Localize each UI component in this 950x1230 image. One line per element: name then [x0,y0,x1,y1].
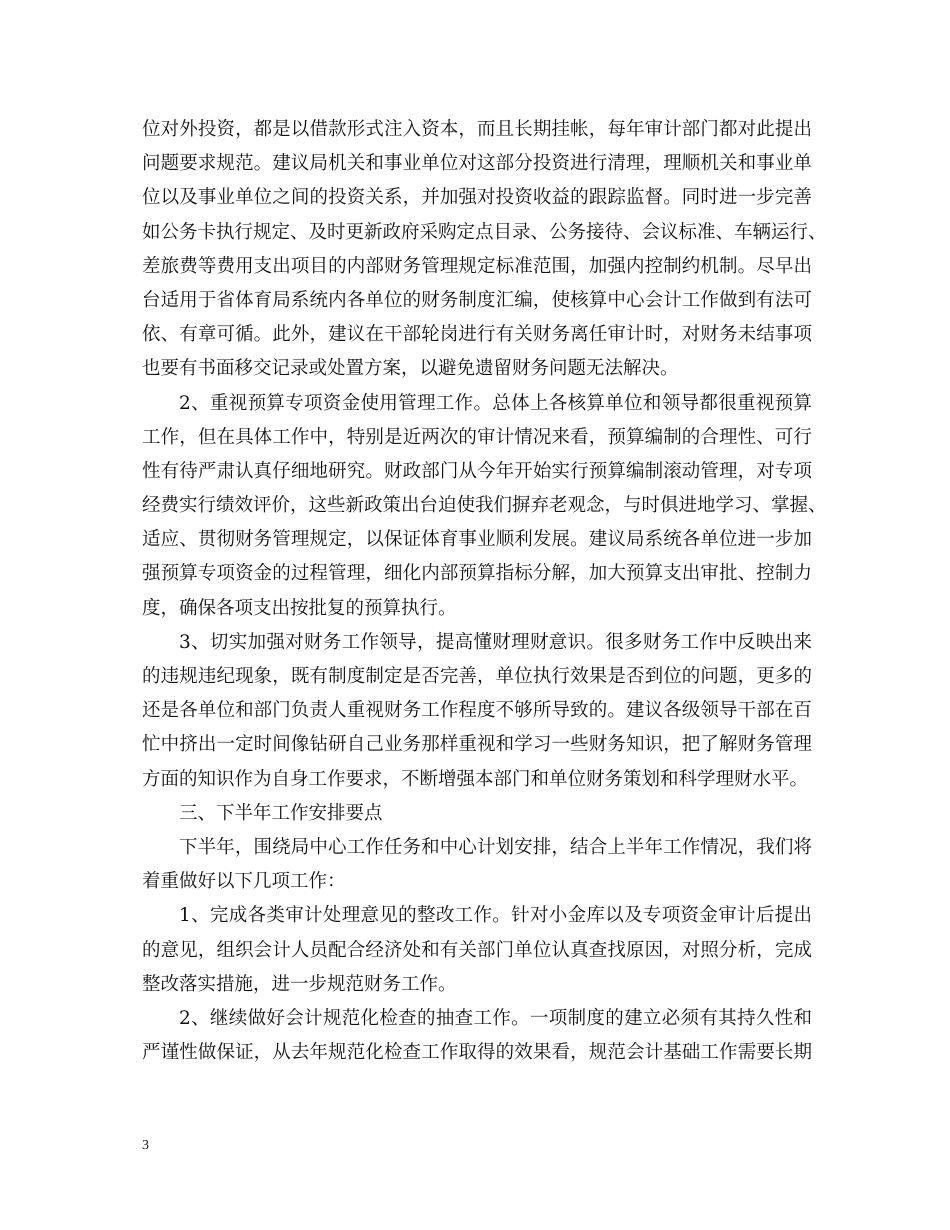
text-line: 性有待严肃认真仔细地研究。财政部门从今年开始实行预算编制滚动管理，对专项 [142,460,812,482]
text-line: 3、切实加强对财务工作领导，提高懂财理财意识。很多财务工作中反映出来 [179,631,812,653]
text-line: 下半年，围绕局中心工作任务和中心计划安排，结合上半年工作情况，我们将 [179,836,812,858]
text-line: 1、完成各类审计处理意见的整改工作。针对小金库以及专项资金审计后提出 [179,905,812,927]
text-line: 经费实行绩效评价，这些新政策出台迫使我们摒弃老观念，与时俱进地学习、掌握、 [142,495,827,517]
text-line: 的违规违纪现象，既有制度制定是否完善，单位执行效果是否到位的问题，更多的 [142,666,812,687]
text-line: 忙中挤出一定时间像钻研自己业务那样重视和学习一些财务知识，把了解财务管理 [142,734,812,756]
text-line: 如公务卡执行规定、及时更新政府采购定点目录、公务接待、会议标准、车辆运行、 [142,221,827,243]
text-line: 差旅费等费用支出项目的内部财务管理规定标准范围，加强内控制约机制。尽早出 [142,255,812,277]
text-line: 工作，但在具体工作中，特别是近两次的审计情况来看，预算编制的合理性、可行 [142,426,812,448]
text-line: 还是各单位和部门负责人重视财务工作程度不够所导致的。建议各级领导干部在百 [142,700,812,722]
text-line: 的意见，组织会计人员配合经济处和有关部门单位认真查找原因，对照分析，完成 [142,939,812,961]
text-line: 整改落实措施，进一步规范财务工作。 [142,973,457,995]
text-line: 位对外投资，都是以借款形式注入资本，而且长期挂帐，每年审计部门都对此提出 [142,119,812,140]
text-line: 方面的知识作为自身工作要求，不断增强本部门和单位财务策划和科学理财水平。 [142,768,809,790]
text-line: 台适用于省体育局系统内各单位的财务制度汇编，使核算中心会计工作做到有法可 [142,289,812,311]
text-line: 强预算专项资金的过程管理，细化内部预算指标分解，加大预算支出审批、控制力 [142,563,812,585]
document-body [142,113,827,1070]
text-line: 2、重视预算专项资金使用管理工作。总体上各核算单位和领导都很重视预算 [179,392,812,414]
text-line: 度，确保各项支出按批复的预算执行。 [142,597,457,619]
text-line: 适应、贯彻财务管理规定，以保证体育事业顺利发展。建议局系统各单位进一步加 [142,529,812,551]
text-line: 着重做好以下几项工作： [142,871,346,893]
text-line: 三、下半年工作安排要点 [179,802,383,824]
text-line: 也要有书面移交记录或处置方案，以避免遗留财务问题无法解决。 [142,358,679,380]
text-line: 问题要求规范。建议局机关和事业单位对这部分投资进行清理，理顺机关和事业单 [142,153,812,175]
page-number: 3 [142,1138,149,1153]
text-line: 位以及事业单位之间的投资关系，并加强对投资收益的跟踪监督。同时进一步完善 [142,187,812,209]
text-line: 2、继续做好会计规范化检查的抽查工作。一项制度的建立必须有其持久性和 [179,1007,812,1029]
text-line: 严谨性做保证，从去年规范化检查工作取得的效果看，规范会计基础工作需要长期 [142,1042,812,1064]
text-line: 依、有章可循。此外，建议在干部轮岗进行有关财务离任审计时，对财务未结事项 [142,324,812,346]
